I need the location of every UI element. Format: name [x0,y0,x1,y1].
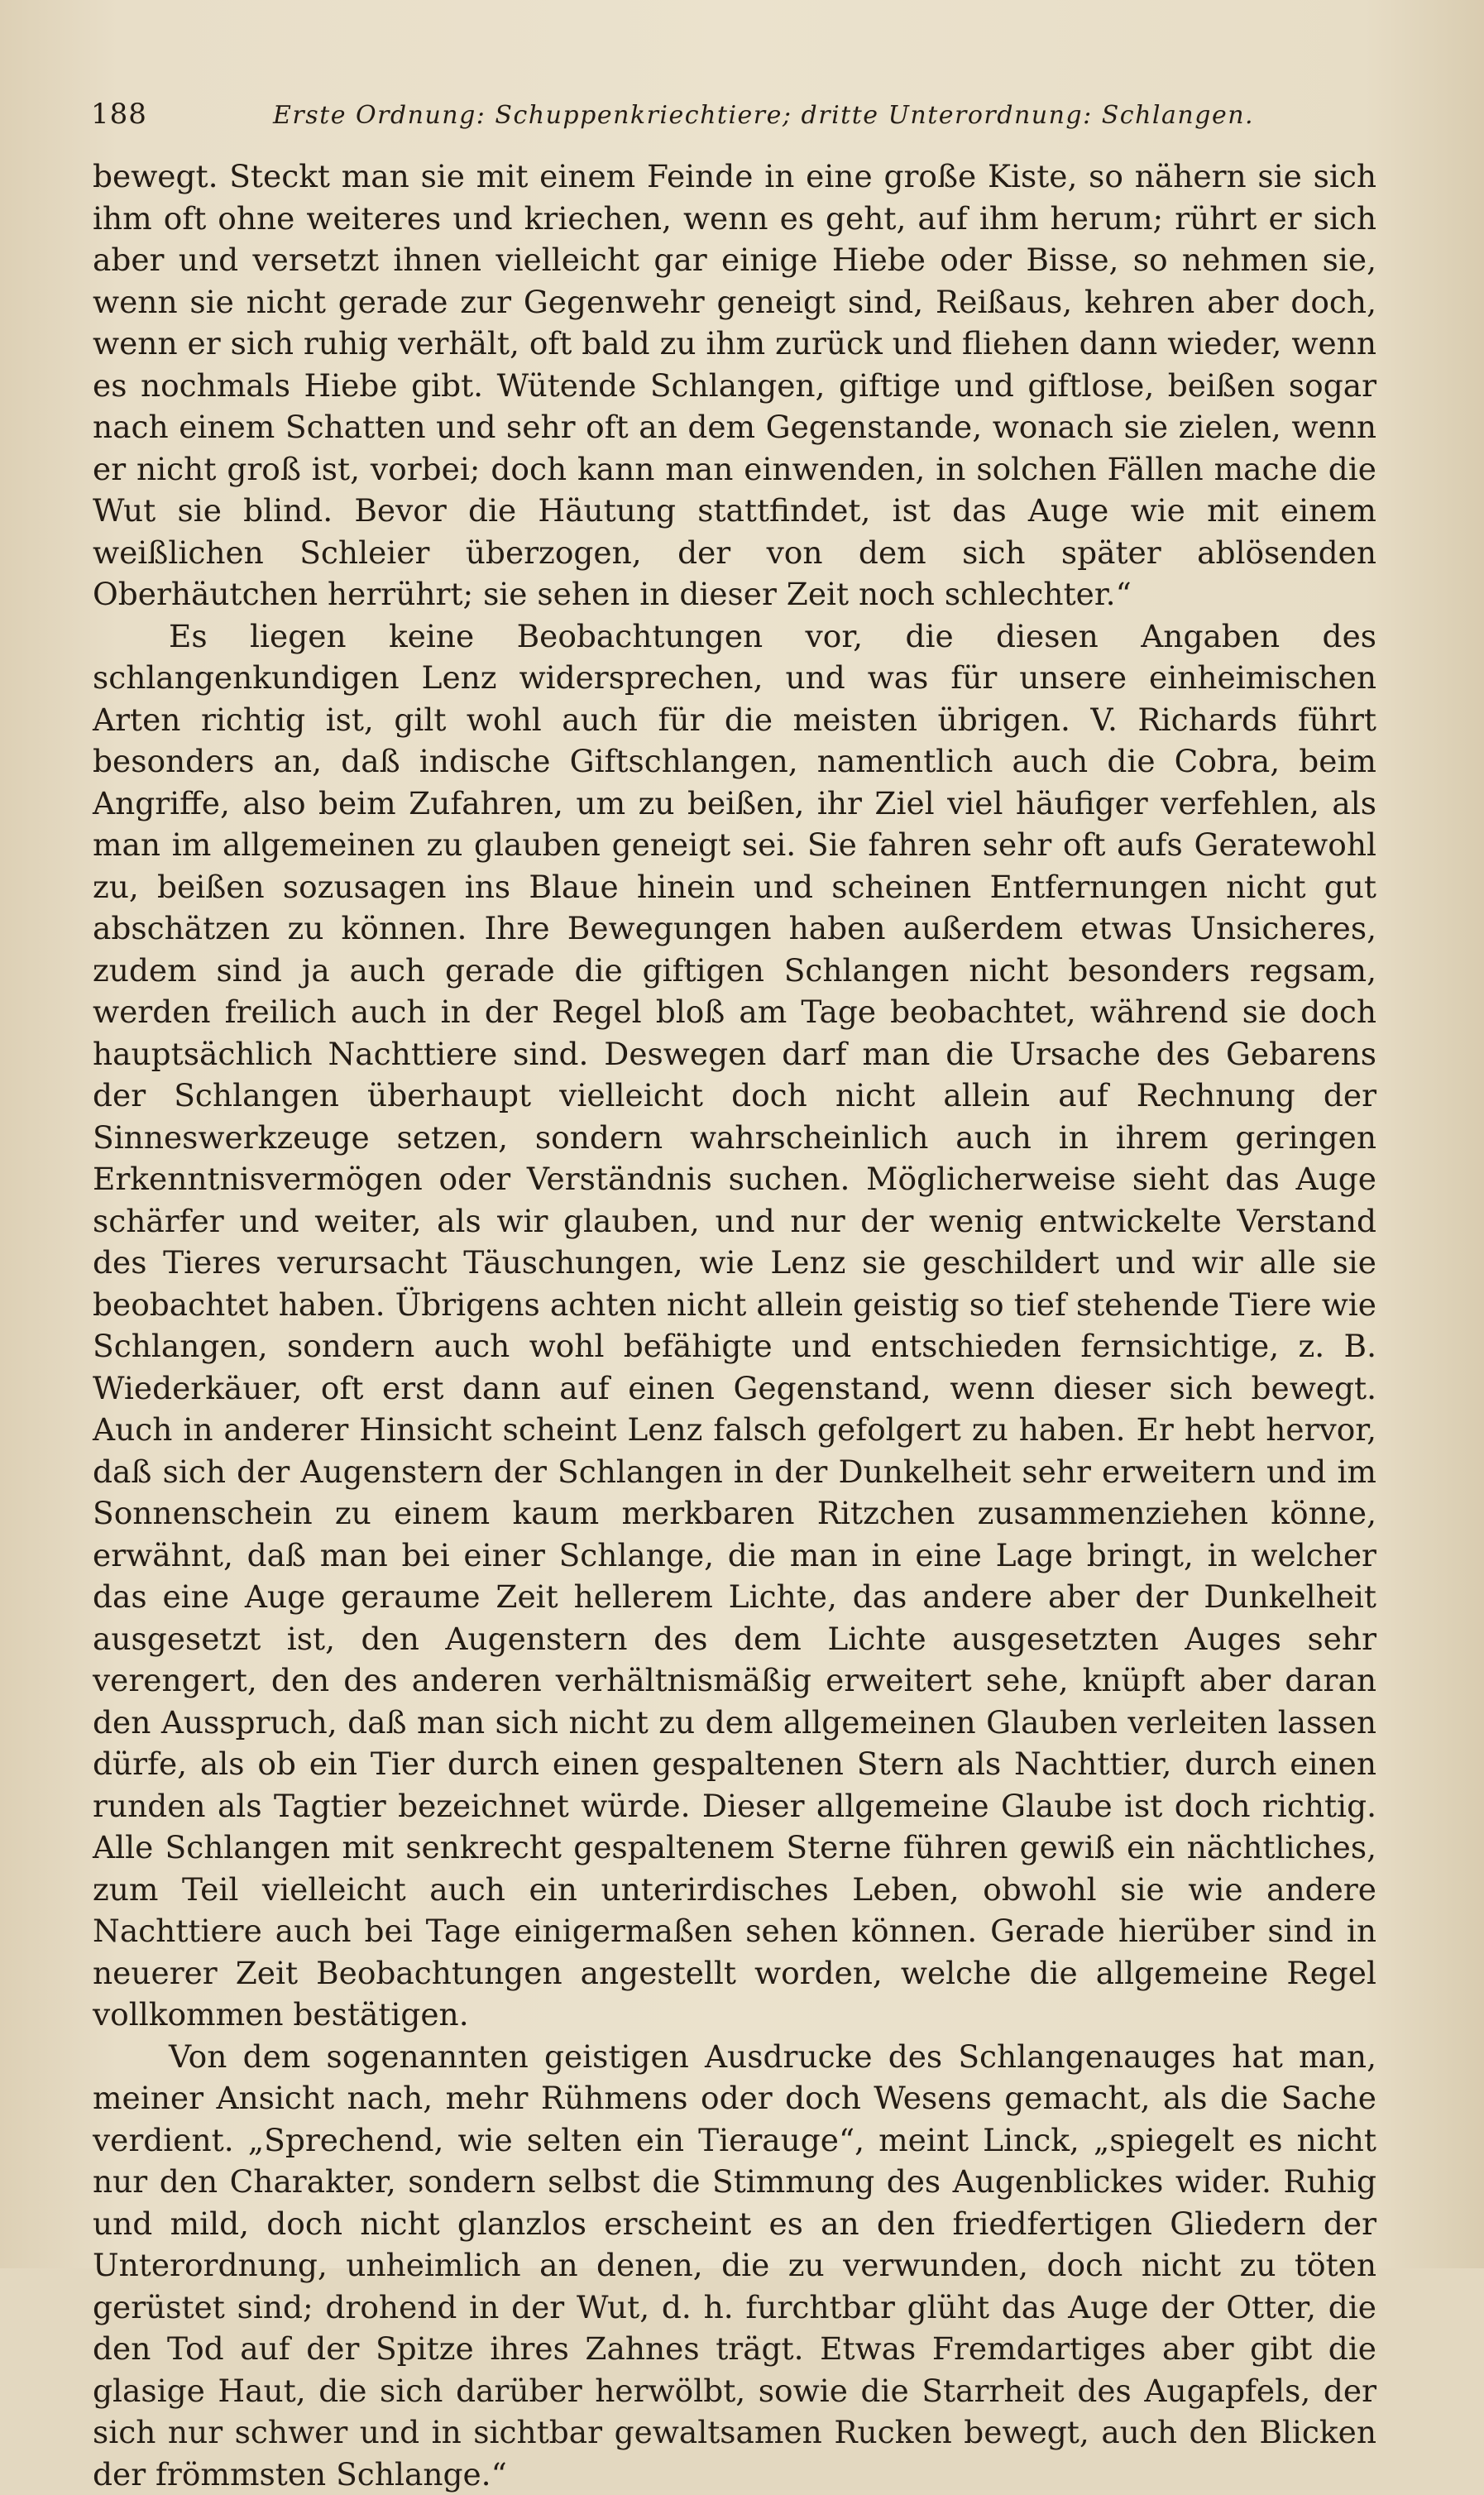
running-header [91,98,1393,139]
paragraph-continued: bewegt. Steckt man sie mit einem Feinde in eine große Kiste, so nähern sie sich ihm oft ohne weiteres und kriechen, wenn es geht, auf ihm herum; rührt er sich aber und versetzt ihnen vielleicht gar einige Hiebe oder Bisse, so nehmen sie, wenn sie nicht gerade zur Gegenwehr geneigt sind, Reißaus, kehren aber doch, wenn er sich ruhig verhält, oft bald zu ihm zurück und fliehen dann wieder, wenn es nochmals Hiebe gibt. Wütende Schlangen, giftige und giftlose, beißen sogar nach einem Schatten und sehr oft an dem Gegenstande, wonach sie zielen, wenn er nicht groß ist, vorbei; doch kann man einwenden, in solchen Fällen mache die Wut sie blind. Bevor die Häutung stattfindet, ist das Auge wie mit einem weißlichen Schleier überzogen, der von dem sich später ablösenden Oberhäutchen herrührt; sie sehen in dieser Zeit noch schlechter.“ [93,156,1376,615]
body-text [93,156,1376,2495]
paragraph: Von dem sogenannten geistigen Ausdrucke des Schlangenauges hat man, meiner Ansicht nach, mehr Rühmens oder doch Wesens gemacht, als die Sache verdient. „Sprechend, wie selten ein Tierauge“, meint Linck, „spiegelt es nicht nur den Charakter, sondern selbst die Stimmung des Augenblickes wider. Ruhig und mild, doch nicht glanzlos erscheint es an den friedfertigen Gliedern der Unterordnung, unheimlich an denen, die zu verwunden, doch nicht zu töten gerüstet sind; drohend in der Wut, d. h. furchtbar glüht das Auge der Otter, die den Tod auf der Spitze ihres Zahnes trägt. Etwas Fremdartiges aber gibt die glasige Haut, die sich darüber herwölbt, sowie die Starrheit des Augapfels, der sich nur schwer und in sichtbar gewaltsamen Rucken bewegt, auch den Blicken der frömmsten Schlange.“ [93,2036,1376,2495]
paragraph: Es liegen keine Beobachtungen vor, die diesen Angaben des schlangenkundigen Lenz widersprechen, und was für unsere einheimischen Arten richtig ist, gilt wohl auch für die meisten übrigen. V. Richards führt besonders an, daß indische Giftschlangen, namentlich auch die Cobra, beim Angriffe, also beim Zufahren, um zu beißen, ihr Ziel viel häufiger verfehlen, als man im allgemeinen zu glauben geneigt sei. Sie fahren sehr oft aufs Geratewohl zu, beißen sozusagen ins Blaue hinein und scheinen Entfernungen nicht gut abschätzen zu können. Ihre Bewegungen haben außerdem etwas Unsicheres, zudem sind ja auch gerade die giftigen Schlangen nicht besonders regsam, werden freilich auch in der Regel bloß am Tage beobachtet, während sie doch hauptsächlich Nachttiere sind. Deswegen darf man die Ursache des Gebarens der Schlangen überhaupt vielleicht doch nicht allein auf Rechnung der Sinneswerkzeuge setzen, sondern wahrscheinlich auch in ihrem geringen Erkenntnisvermögen oder Verständnis suchen. Möglicherweise sieht das Auge schärfer und weiter, als wir glauben, und nur der wenig entwickelte Verstand des Tieres verursacht Täuschungen, wie Lenz sie geschildert und wir alle sie beobachtet haben. Übrigens achten nicht allein geistig so tief stehende Tiere wie Schlangen, sondern auch wohl befähigte und entschieden fernsichtige, z. B. Wiederkäuer, oft erst dann auf einen Gegenstand, wenn dieser sich bewegt. Auch in anderer Hinsicht scheint Lenz falsch gefolgert zu haben. Er hebt hervor, daß sich der Augenstern der Schlangen in der Dunkelheit sehr erweitern und im Sonnenschein zu einem kaum merkbaren Ritzchen zusammenziehen könne, erwähnt, daß man bei einer Schlange, die man in eine Lage bringt, in welcher das eine Auge geraume Zeit hellerem Lichte, das andere aber der Dunkelheit ausgesetzt ist, den Augenstern des dem Lichte ausgesetzten Auges sehr verengert, den des anderen verhältnismäßig erweitert sehe, knüpft aber daran den Ausspruch, daß man sich nicht zu dem allgemeinen Glauben verleiten lassen dürfe, als ob ein Tier durch einen gespaltenen Stern als Nachttier, durch einen runden als Tagtier bezeichnet würde. Dieser allgemeine Glaube ist doch richtig. Alle Schlangen mit senkrecht gespaltenem Sterne führen gewiß ein nächtliches, zum Teil vielleicht auch ein unterirdisches Leben, obwohl sie wie andere Nachttiere auch bei Tage einigermaßen sehen können. Gerade hierüber sind in neuerer Zeit Beobachtungen angestellt worden, welche die allgemeine Regel vollkommen bestätigen. [93,615,1376,2036]
page-number: 188 [91,98,147,131]
running-title: Erste Ordnung: Schuppenkriechtiere; dritte Unterordnung: Schlangen. [273,101,1254,130]
